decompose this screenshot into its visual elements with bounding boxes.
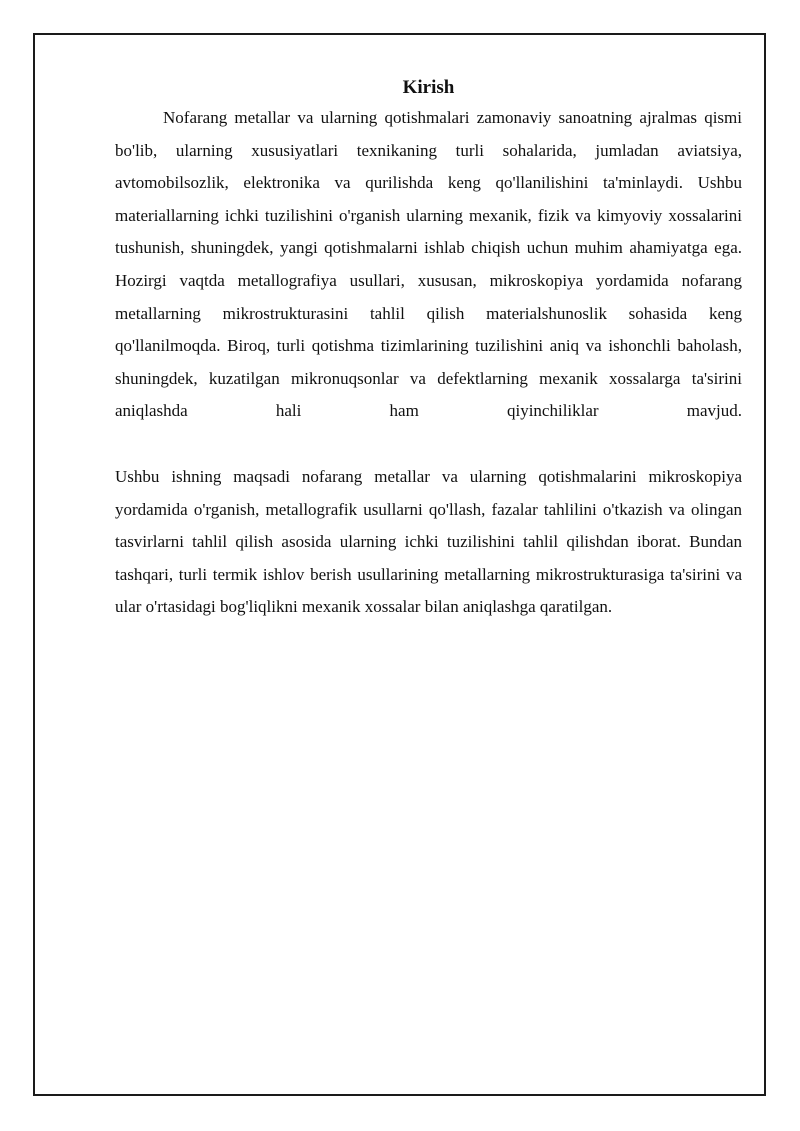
paragraph-goal: Ushbu ishning maqsadi nofarang metallar va ularning qotishmalarini mikroskopiya yordamida o'rganish, metallografik usullarni qo'llash, fazalar tahlilini o'tkazish va olingan tasvirlarni tahlil qilish asosida ularning ichki tuzilishini tahlil qilishdan iborat. Bundan tashqari, turli termik ishlov berish usullarining metallarning mikrostrukturasiga ta'sirini va ular o'rtasidagi bog'liqlikni mexanik xossalar bilan aniqlashga qaratilgan. — [115, 466, 742, 617]
paragraph-intro: Nofarang metallar va ularning qotishmalari zamonaviy sanoatning ajralmas qismi bo'lib, ularning xususiyatlari texnikaning turli sohalarida, jumladan aviatsiya, avtomobilsozlik, elektronika va qurilishda keng qo'llanilishini ta'minlaydi. Ushbu materiallarning ichki tuzilishini o'rganish ularning mexanik, fizik va kimyoviy xossalarini tushunish, shuningdek, yangi qotishmalarni ishlab chiqish uchun muhim ahamiyatga ega. Hozirgi vaqtda metallografiya usullari, xususan, mikroskopiya yordamida nofarang metallarning mikrostrukturasini tahlil qilish materialshunoslik sohasida keng qo'llanilmoqda. Biroq, turli qotishma tizimlarining tuzilishini aniq va ishonchli baholash, shuningdek, kuzatilgan mikronuqsonlar va defektlarning mexanik xossalarga ta'sirini aniqlashda hali ham qiyinchiliklar mavjud. — [115, 108, 742, 421]
paragraph-gap — [115, 428, 742, 461]
document-title: Kirish — [402, 77, 455, 98]
document-body — [115, 74, 742, 624]
